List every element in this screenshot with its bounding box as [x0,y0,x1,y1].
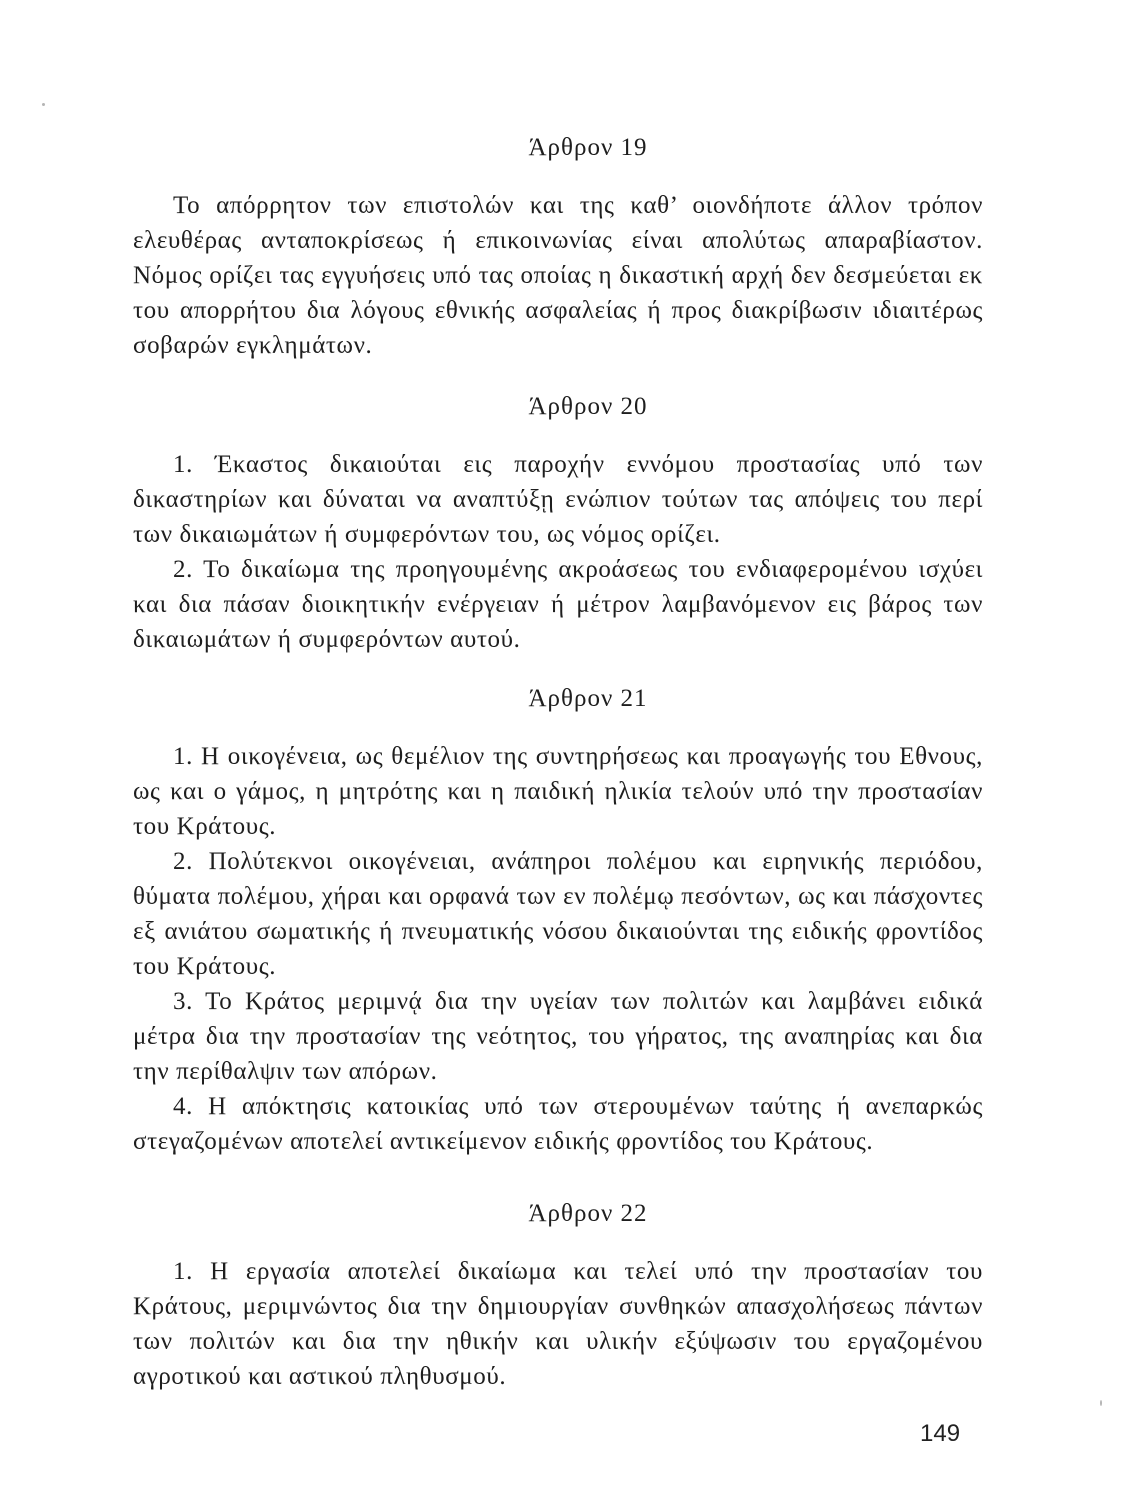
article-paragraph: 1. Η εργασία αποτελεί δικαίωμα και τελεί υπό την προστασίαν του Κράτους, μεριμνώντος δια την δημιουργίαν συνθηκών απασχολήσεως πάντων των πολιτών και δια την ηθικήν και υλικήν εξύψωσιν του εργαζομένου αγροτικού και αστικού πληθυσμού. [133,1258,983,1390]
article-paragraph: Το απόρρητον των επιστολών και της καθ’ οιονδήποτε άλλον τρόπον ελευθέρας ανταποκρίσεως ή επικοινωνίας είναι απολύτως απαραβίαστον. Νόμος ορίζει τας εγγυήσεις υπό τας οποίας η δικαστική αρχή δεν δεσμεύεται εκ του απορρήτου δια λόγους εθνικής ασφαλείας ή προς διακρίβωσιν ιδιαιτέρως σοβαρών εγκλημάτων. [133,192,983,359]
article-paragraph: 1. Έκαστος δικαιούται εις παροχήν εννόμου προστασίας υπό των δικαστηρίων και δύναται να αναπτύξῃ ενώπιον τούτων τας απόψεις του περί των δικαιωμάτων ή συμφερόντων του, ως νόμος ορίζει. [133,451,983,548]
article-title: Άρθρον 21 [528,685,648,712]
article-19 [133,134,983,363]
article-paragraph: 3. Το Κράτος μεριμνᾴ δια την υγείαν των πολιτών και λαμβάνει ειδικά μέτρα δια την προστασίαν της νεότητος, του γήρατος, της αναπηρίας και δια την περίθαλψιν των απόρων. [133,988,983,1085]
page-number: 149 [920,1420,961,1447]
scan-speck [1100,1400,1102,1406]
article-title: Άρθρον 20 [528,393,648,420]
article-20 [133,393,983,657]
article-21 [133,685,983,1159]
article-22 [133,1200,983,1394]
scan-speck [42,103,45,106]
article-paragraph: 1. Η οικογένεια, ως θεμέλιον της συντηρήσεως και προαγωγής του Εθνους, ως και ο γάμος, η μητρότης και η παιδική ηλικία τελούν υπό την προστασίαν του Κράτους. [133,743,983,840]
article-paragraph: 2. Το δικαίωμα της προηγουμένης ακροάσεως του ενδιαφερομένου ισχύει και δια πάσαν διοικητικήν ενέργειαν ή μέτρον λαμβανόμενον εις βάρος των δικαιωμάτων ή συμφερόντων αυτού. [133,556,983,653]
article-paragraph: 4. Η απόκτησις κατοικίας υπό των στερουμένων ταύτης ή ανεπαρκώς στεγαζομένων αποτελεί αντικείμενον ειδικής φροντίδος του Κράτους. [133,1093,983,1155]
article-paragraph: 2. Πολύτεκνοι οικογένειαι, ανάπηροι πολέμου και ειρηνικής περιόδου, θύματα πολέμου, χήραι και ορφανά των εν πολέμῳ πεσόντων, ως και πάσχοντες εξ ανιάτου σωματικής ή πνευματικής νόσου δικαιούνται της ειδικής φροντίδος του Κράτους. [133,848,983,980]
article-title: Άρθρον 19 [528,134,648,161]
article-title: Άρθρον 22 [528,1200,648,1227]
